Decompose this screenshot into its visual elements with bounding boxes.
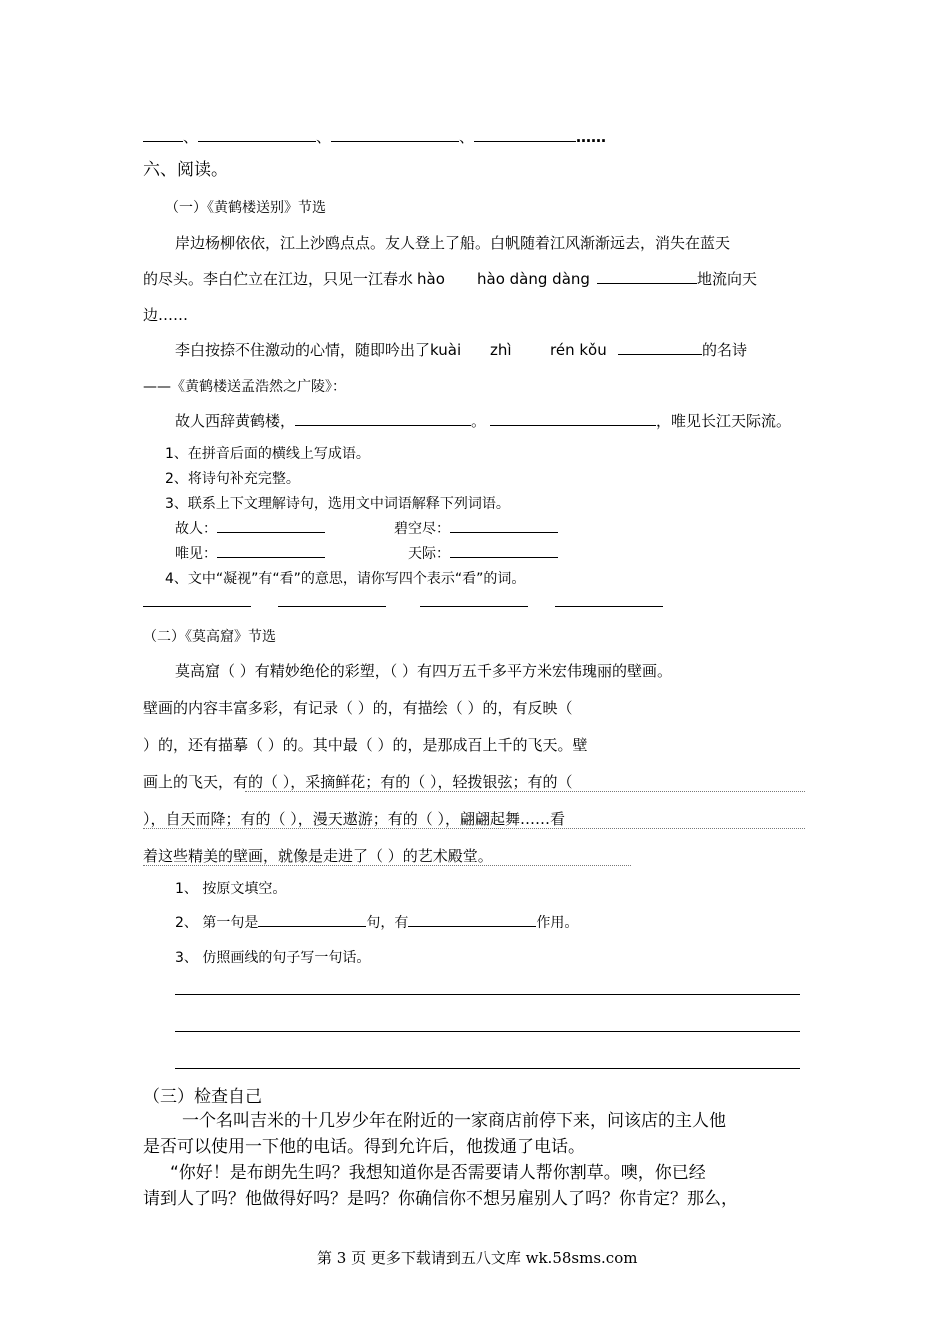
underline-mark [143, 865, 631, 866]
page-footer: 第 3 页 更多下载请到五八文库 wk.58sms.com [317, 1249, 638, 1267]
pinyin: hào [417, 270, 445, 288]
pinyin: kuài [430, 341, 462, 359]
question: 3、联系上下文理解诗句，选用文中词语解释下列词语。 [165, 496, 510, 512]
poem-blank[interactable] [295, 411, 471, 426]
top-answer-line [143, 127, 606, 146]
word-blank[interactable] [217, 543, 325, 558]
text: 的名诗 [702, 341, 748, 359]
word-item [408, 543, 558, 563]
separator: 、 [459, 128, 475, 146]
fill-blank[interactable] [408, 912, 536, 927]
answer-blank[interactable] [198, 127, 316, 142]
part3-heading: （三）检查自己 [143, 1087, 262, 1107]
text: 李白按捺不住激动的心情，随即吟出了 [175, 341, 431, 359]
word-item [394, 518, 558, 538]
question: 1、在拼音后面的横线上写成语。 [165, 446, 370, 462]
paragraph-line [175, 339, 747, 360]
pinyin: zhì [490, 341, 512, 359]
fill-blank[interactable] [258, 912, 366, 927]
answer-line[interactable] [278, 606, 386, 607]
word-blank[interactable] [217, 518, 325, 533]
text: 作用。 [536, 915, 579, 931]
answer-blank[interactable] [331, 127, 459, 142]
part2-heading: （二）《莫高窟》节选 [143, 629, 276, 645]
word-item [175, 518, 325, 538]
answer-blank[interactable] [474, 127, 576, 142]
separator: 、 [183, 128, 199, 146]
poem-title-line: ——《黄鹤楼送孟浩然之广陵》： [143, 379, 346, 395]
question: 2、将诗句补充完整。 [165, 471, 300, 487]
paragraph-line: 着这些精美的壁画，就像是走进了（ ）的艺术殿堂。 [143, 847, 493, 865]
text: 句，有 [366, 915, 409, 931]
part1-heading: （一）《黄鹤楼送别》节选 [165, 200, 326, 216]
paragraph-line: 莫高窟（ ）有精妙绝伦的彩塑，（ ）有四万五千多平方米宏伟瑰丽的壁画。 [175, 662, 673, 680]
word-item [175, 543, 325, 563]
word-label: 唯见： [175, 546, 217, 562]
answer-line[interactable] [420, 606, 528, 607]
paragraph-line: 画上的飞天，有的（ ），采摘鲜花；有的（ ），轻拨银弦；有的（ [143, 773, 573, 791]
word-label: 天际： [408, 546, 450, 562]
word-blank[interactable] [450, 543, 558, 558]
text: 。 [471, 412, 487, 430]
paragraph-line: 一个名叫吉米的十几岁少年在附近的一家商店前停下来，问该店的主人他 [182, 1111, 726, 1131]
poem-line [175, 410, 791, 431]
word-blank[interactable] [450, 518, 558, 533]
paragraph-line: ）的，还有描摹（ ）的。其中最（ ）的，是那成百上千的飞天。壁 [143, 736, 588, 754]
question: 4、文中“凝视”有“看”的意思，请你写四个表示“看”的词。 [165, 571, 526, 587]
idiom-blank[interactable] [597, 269, 697, 284]
poem-blank[interactable] [490, 411, 656, 426]
pinyin: rén kǒu [550, 341, 607, 359]
word-label: 碧空尽： [394, 521, 450, 537]
text: 地流向天 [697, 270, 758, 288]
paragraph-line: ），自天而降；有的（ ），漫天遨游；有的（ ），翩翩起舞……看 [143, 810, 566, 828]
underline-mark [245, 791, 805, 792]
paragraph-line: 是否可以使用一下他的电话。得到允许后，他拨通了电话。 [143, 1137, 585, 1157]
text: 故人西辞黄鹤楼， [175, 412, 296, 430]
text: 2、 第一句是 [175, 915, 259, 931]
writing-line[interactable] [175, 1068, 800, 1069]
answer-line[interactable] [555, 606, 663, 607]
writing-line[interactable] [175, 994, 800, 995]
underline-mark [143, 828, 805, 829]
paragraph-line: 请到人了吗？他做得好吗？是吗？你确信你不想另雇别人了吗？你肯定？那么， [143, 1189, 738, 1209]
idiom-blank[interactable] [618, 340, 702, 355]
pinyin: hào dàng dàng [477, 270, 590, 288]
paragraph-line: 边…… [143, 306, 189, 324]
section-title: 六、阅读。 [143, 160, 228, 180]
question: 1、 按原文填空。 [175, 881, 287, 897]
answer-line[interactable] [143, 606, 251, 607]
paragraph-line: 岸边杨柳依依，江上沙鸥点点。友人登上了船。白帆随着江风渐渐远去，消失在蓝天 [175, 234, 731, 252]
paragraph-line [143, 268, 757, 289]
writing-line[interactable] [175, 1031, 800, 1032]
text: ，唯见长江天际流。 [656, 412, 792, 430]
ellipsis: …… [576, 128, 607, 146]
question [175, 912, 578, 932]
question: 3、 仿照画线的句子写一句话。 [175, 950, 371, 966]
word-label: 故人： [175, 521, 217, 537]
text: 的尽头。李白伫立在江边，只见一江春水 [143, 270, 414, 288]
paragraph-line: “你好！是布朗先生吗？我想知道你是否需要请人帮你割草。噢，你已经 [170, 1163, 706, 1183]
separator: 、 [316, 128, 332, 146]
answer-blank[interactable] [143, 127, 183, 142]
paragraph-line: 壁画的内容丰富多彩，有记录（ ）的，有描绘（ ）的，有反映（ [143, 699, 573, 717]
